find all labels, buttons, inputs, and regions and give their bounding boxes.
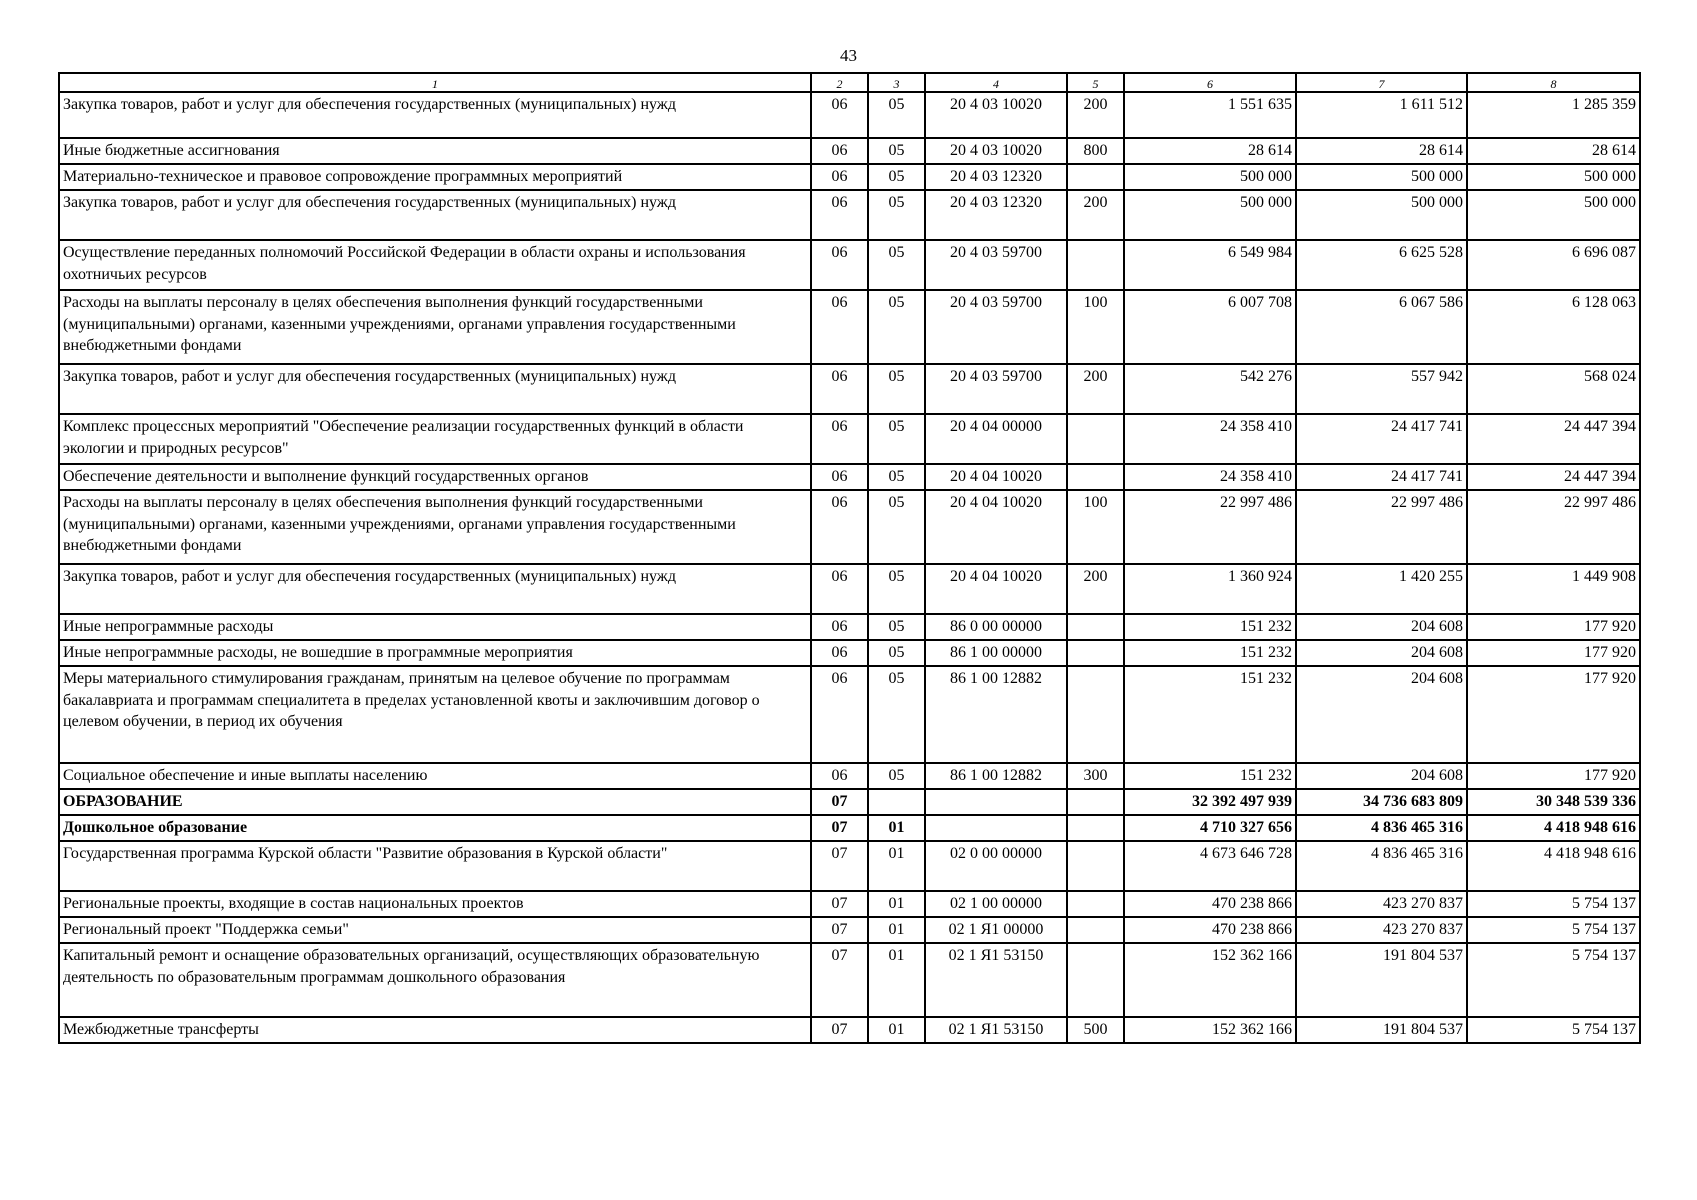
section-code: 06 [811,138,868,164]
expense-type-code [1067,943,1124,1017]
target-article-code: 02 1 Я1 00000 [925,917,1067,943]
section-code: 07 [811,841,868,891]
amount-year-3: 5 754 137 [1467,943,1640,1017]
amount-year-2: 6 625 528 [1296,240,1467,290]
subsection-code: 01 [868,917,925,943]
section-code: 07 [811,789,868,815]
amount-year-1: 6 007 708 [1124,290,1296,364]
target-article-code: 86 1 00 12882 [925,666,1067,763]
amount-year-3: 5 754 137 [1467,891,1640,917]
target-article-code: 86 0 00 00000 [925,614,1067,640]
amount-year-1: 22 997 486 [1124,490,1296,564]
row-name: Дошкольное образование [59,815,811,841]
amount-year-3: 568 024 [1467,364,1640,414]
amount-year-1: 470 238 866 [1124,891,1296,917]
table-row [59,364,1640,414]
amount-year-2: 204 608 [1296,640,1467,666]
target-article-code: 20 4 04 10020 [925,464,1067,490]
amount-year-2: 1 420 255 [1296,564,1467,614]
subsection-code: 05 [868,240,925,290]
amount-year-2: 191 804 537 [1296,943,1467,1017]
row-name: Материально-техническое и правовое сопровождение программных мероприятий [59,164,811,190]
amount-year-3: 500 000 [1467,164,1640,190]
row-name: Закупка товаров, работ и услуг для обеспечения государственных (муниципальных) нужд [59,564,811,614]
subsection-code: 05 [868,666,925,763]
subsection-code [868,789,925,815]
amount-year-1: 500 000 [1124,164,1296,190]
amount-year-2: 204 608 [1296,614,1467,640]
amount-year-3: 30 348 539 336 [1467,789,1640,815]
table-row [59,943,1640,1017]
target-article-code: 02 1 Я1 53150 [925,943,1067,1017]
row-name: Иные непрограммные расходы [59,614,811,640]
amount-year-1: 151 232 [1124,640,1296,666]
amount-year-3: 6 696 087 [1467,240,1640,290]
amount-year-1: 500 000 [1124,190,1296,240]
table-row [59,414,1640,464]
section-code: 06 [811,614,868,640]
subsection-code: 05 [868,164,925,190]
amount-year-2: 28 614 [1296,138,1467,164]
budget-table [58,72,1641,1044]
amount-year-2: 423 270 837 [1296,917,1467,943]
amount-year-2: 22 997 486 [1296,490,1467,564]
amount-year-2: 423 270 837 [1296,891,1467,917]
column-number-7: 7 [1296,73,1467,92]
target-article-code: 20 4 03 59700 [925,364,1067,414]
amount-year-3: 5 754 137 [1467,1017,1640,1043]
table-row [59,917,1640,943]
column-number-header-row [59,73,1640,92]
table-row [59,138,1640,164]
amount-year-2: 24 417 741 [1296,464,1467,490]
target-article-code: 20 4 03 12320 [925,164,1067,190]
amount-year-1: 4 673 646 728 [1124,841,1296,891]
subsection-code: 05 [868,763,925,789]
amount-year-1: 24 358 410 [1124,464,1296,490]
target-article-code: 86 1 00 00000 [925,640,1067,666]
amount-year-1: 152 362 166 [1124,943,1296,1017]
table-row [59,164,1640,190]
expense-type-code [1067,240,1124,290]
expense-type-code: 200 [1067,564,1124,614]
expense-type-code: 800 [1067,138,1124,164]
subsection-code: 05 [868,414,925,464]
amount-year-3: 177 920 [1467,763,1640,789]
amount-year-2: 500 000 [1296,164,1467,190]
amount-year-1: 1 551 635 [1124,92,1296,138]
expense-type-code [1067,841,1124,891]
expense-type-code: 100 [1067,290,1124,364]
amount-year-1: 151 232 [1124,614,1296,640]
row-name: Расходы на выплаты персоналу в целях обеспечения выполнения функций государственными (муниципальными) органами, казенными учреждениями, органами управления государственными внебюджетными фондами [59,490,811,564]
amount-year-2: 34 736 683 809 [1296,789,1467,815]
section-code: 07 [811,891,868,917]
row-name: Меры материального стимулирования гражданам, принятым на целевое обучение по программам бакалавриата и программам специалитета в пределах установленной квоты и заключившим договор о целевом обучении, в период их обучения [59,666,811,763]
amount-year-3: 177 920 [1467,666,1640,763]
section-code: 06 [811,240,868,290]
table-row [59,789,1640,815]
amount-year-1: 28 614 [1124,138,1296,164]
table-row [59,614,1640,640]
amount-year-3: 6 128 063 [1467,290,1640,364]
amount-year-2: 191 804 537 [1296,1017,1467,1043]
target-article-code [925,815,1067,841]
section-code: 06 [811,164,868,190]
table-row [59,240,1640,290]
table-row [59,891,1640,917]
row-name: Закупка товаров, работ и услуг для обеспечения государственных (муниципальных) нужд [59,92,811,138]
row-name: Капитальный ремонт и оснащение образовательных организаций, осуществляющих образовательную деятельность по образовательным программам дошкольного образования [59,943,811,1017]
expense-type-code: 100 [1067,490,1124,564]
amount-year-2: 557 942 [1296,364,1467,414]
expense-type-code [1067,789,1124,815]
expense-type-code: 500 [1067,1017,1124,1043]
subsection-code: 01 [868,1017,925,1043]
section-code: 06 [811,364,868,414]
row-name: Региональный проект "Поддержка семьи" [59,917,811,943]
table-row [59,490,1640,564]
target-article-code: 02 1 Я1 53150 [925,1017,1067,1043]
subsection-code: 01 [868,815,925,841]
table-row [59,666,1640,763]
subsection-code: 01 [868,943,925,1017]
subsection-code: 05 [868,640,925,666]
subsection-code: 01 [868,891,925,917]
target-article-code: 20 4 03 10020 [925,138,1067,164]
section-code: 07 [811,1017,868,1043]
expense-type-code [1067,640,1124,666]
amount-year-1: 470 238 866 [1124,917,1296,943]
amount-year-3: 500 000 [1467,190,1640,240]
table-row [59,640,1640,666]
expense-type-code: 300 [1067,763,1124,789]
column-number-5: 5 [1067,73,1124,92]
row-name: Социальное обеспечение и иные выплаты населению [59,763,811,789]
amount-year-1: 152 362 166 [1124,1017,1296,1043]
section-code: 06 [811,464,868,490]
row-name: Иные непрограммные расходы, не вошедшие в программные мероприятия [59,640,811,666]
table-row [59,841,1640,891]
amount-year-2: 4 836 465 316 [1296,841,1467,891]
amount-year-1: 6 549 984 [1124,240,1296,290]
amount-year-3: 1 449 908 [1467,564,1640,614]
expense-type-code [1067,614,1124,640]
target-article-code: 20 4 04 10020 [925,490,1067,564]
amount-year-2: 24 417 741 [1296,414,1467,464]
row-name: Межбюджетные трансферты [59,1017,811,1043]
row-name: Комплекс процессных мероприятий "Обеспечение реализации государственных функций в области экологии и природных ресурсов" [59,414,811,464]
target-article-code: 02 1 00 00000 [925,891,1067,917]
section-code: 07 [811,815,868,841]
target-article-code: 86 1 00 12882 [925,763,1067,789]
subsection-code: 01 [868,841,925,891]
page-number: 43 [840,46,857,65]
expense-type-code [1067,164,1124,190]
column-number-1: 1 [59,73,811,92]
row-name: Осуществление переданных полномочий Российской Федерации в области охраны и использования охотничьих ресурсов [59,240,811,290]
target-article-code: 02 0 00 00000 [925,841,1067,891]
section-code: 06 [811,763,868,789]
expense-type-code [1067,815,1124,841]
column-number-6: 6 [1124,73,1296,92]
table-row [59,190,1640,240]
column-number-4: 4 [925,73,1067,92]
table-row [59,464,1640,490]
section-code: 06 [811,490,868,564]
amount-year-2: 500 000 [1296,190,1467,240]
expense-type-code [1067,891,1124,917]
expense-type-code [1067,464,1124,490]
target-article-code: 20 4 03 59700 [925,240,1067,290]
expense-type-code [1067,917,1124,943]
subsection-code: 05 [868,138,925,164]
target-article-code: 20 4 03 12320 [925,190,1067,240]
section-code: 06 [811,640,868,666]
row-name: Расходы на выплаты персоналу в целях обеспечения выполнения функций государственными (муниципальными) органами, казенными учреждениями, органами управления государственными внебюджетными фондами [59,290,811,364]
target-article-code: 20 4 04 10020 [925,564,1067,614]
section-code: 06 [811,92,868,138]
target-article-code [925,789,1067,815]
expense-type-code: 200 [1067,92,1124,138]
table-row [59,92,1640,138]
subsection-code: 05 [868,564,925,614]
expense-type-code: 200 [1067,190,1124,240]
amount-year-3: 4 418 948 616 [1467,815,1640,841]
amount-year-1: 542 276 [1124,364,1296,414]
amount-year-1: 151 232 [1124,763,1296,789]
table-row [59,564,1640,614]
row-name: Государственная программа Курской области "Развитие образования в Курской области" [59,841,811,891]
amount-year-3: 28 614 [1467,138,1640,164]
target-article-code: 20 4 04 00000 [925,414,1067,464]
amount-year-3: 22 997 486 [1467,490,1640,564]
amount-year-3: 177 920 [1467,614,1640,640]
subsection-code: 05 [868,614,925,640]
section-code: 07 [811,917,868,943]
column-number-3: 3 [868,73,925,92]
amount-year-2: 204 608 [1296,666,1467,763]
row-name: Закупка товаров, работ и услуг для обеспечения государственных (муниципальных) нужд [59,190,811,240]
column-number-8: 8 [1467,73,1640,92]
amount-year-2: 6 067 586 [1296,290,1467,364]
section-code: 07 [811,943,868,1017]
target-article-code: 20 4 03 59700 [925,290,1067,364]
expense-type-code: 200 [1067,364,1124,414]
amount-year-3: 5 754 137 [1467,917,1640,943]
column-number-2: 2 [811,73,868,92]
subsection-code: 05 [868,490,925,564]
table-row [59,1017,1640,1043]
row-name: Закупка товаров, работ и услуг для обеспечения государственных (муниципальных) нужд [59,364,811,414]
subsection-code: 05 [868,290,925,364]
table-row [59,763,1640,789]
amount-year-1: 32 392 497 939 [1124,789,1296,815]
amount-year-1: 151 232 [1124,666,1296,763]
table-row [59,290,1640,364]
section-code: 06 [811,666,868,763]
amount-year-1: 24 358 410 [1124,414,1296,464]
amount-year-2: 1 611 512 [1296,92,1467,138]
section-code: 06 [811,564,868,614]
amount-year-3: 24 447 394 [1467,414,1640,464]
amount-year-2: 204 608 [1296,763,1467,789]
amount-year-3: 24 447 394 [1467,464,1640,490]
table-row [59,815,1640,841]
row-name: Обеспечение деятельности и выполнение функций государственных органов [59,464,811,490]
row-name: Региональные проекты, входящие в состав национальных проектов [59,891,811,917]
amount-year-2: 4 836 465 316 [1296,815,1467,841]
section-code: 06 [811,190,868,240]
amount-year-3: 4 418 948 616 [1467,841,1640,891]
amount-year-1: 4 710 327 656 [1124,815,1296,841]
subsection-code: 05 [868,92,925,138]
amount-year-1: 1 360 924 [1124,564,1296,614]
section-code: 06 [811,414,868,464]
subsection-code: 05 [868,464,925,490]
row-name: Иные бюджетные ассигнования [59,138,811,164]
subsection-code: 05 [868,190,925,240]
expense-type-code [1067,666,1124,763]
amount-year-3: 1 285 359 [1467,92,1640,138]
amount-year-3: 177 920 [1467,640,1640,666]
target-article-code: 20 4 03 10020 [925,92,1067,138]
section-code: 06 [811,290,868,364]
subsection-code: 05 [868,364,925,414]
expense-type-code [1067,414,1124,464]
row-name: ОБРАЗОВАНИЕ [59,789,811,815]
